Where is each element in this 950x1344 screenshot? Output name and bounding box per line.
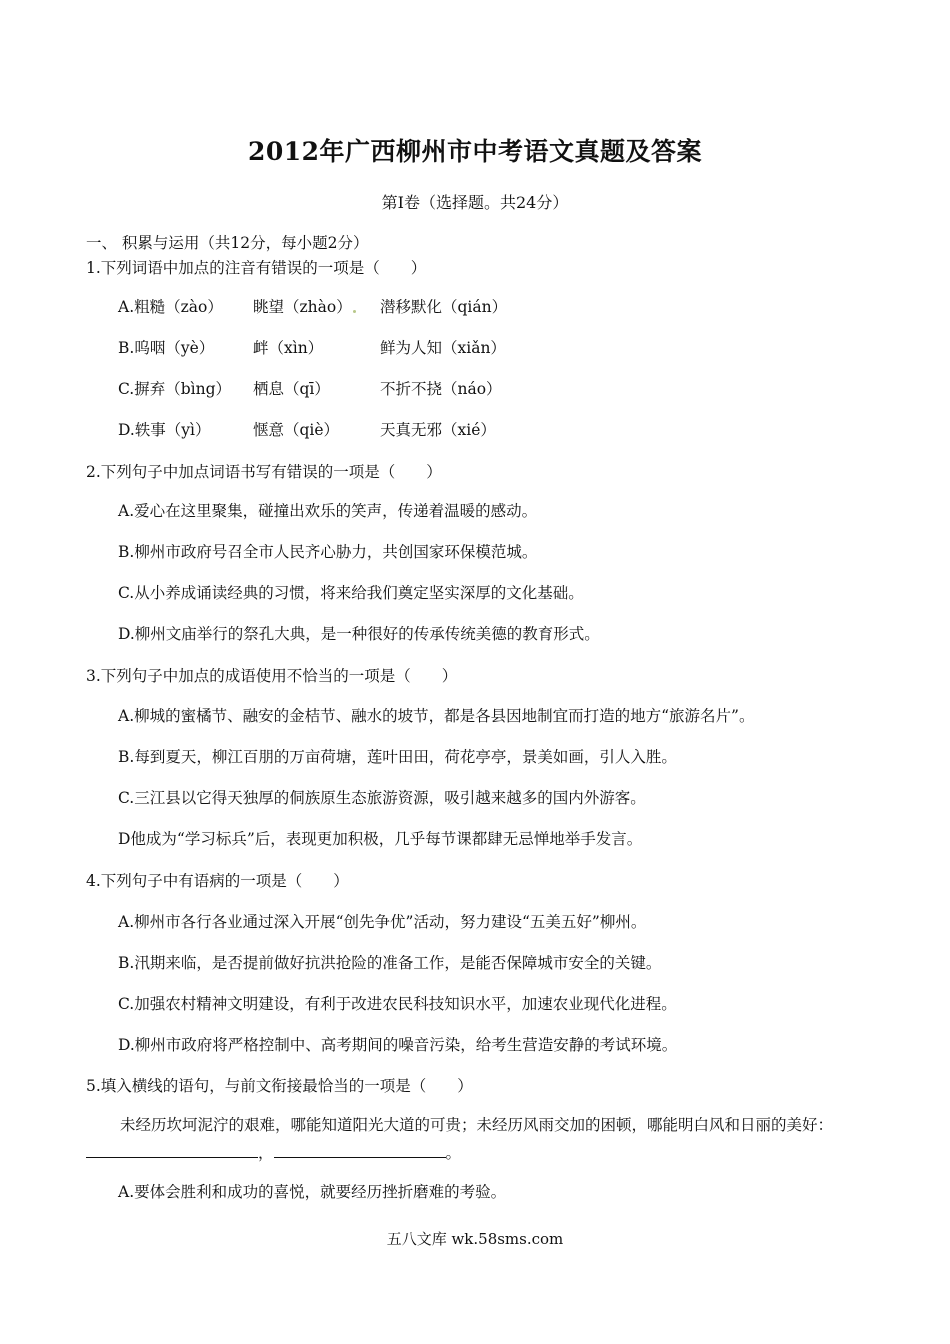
q1-option-b-word1: B.呜咽（yè） xyxy=(118,339,215,357)
q1-option-c-word1: C.摒弃（bìng） xyxy=(118,380,232,398)
question-1-stem: 1.下列词语中加点的注音有错误的一项是（ ） xyxy=(86,259,427,277)
q4-option-d: D.柳州市政府将严格控制中、高考期间的噪音污染，给考生营造安静的考试环境。 xyxy=(118,1036,678,1054)
page-footer: 五八文库 wk.58sms.com xyxy=(386,1230,564,1248)
q4-option-b: B.汛期来临，是否提前做好抗洪抢险的准备工作，是能否保障城市安全的关键。 xyxy=(118,954,662,972)
q2-option-a: A.爱心在这里聚集，碰撞出欢乐的笑声，传递着温暖的感动。 xyxy=(118,502,538,520)
q1-option-b-word2: 衅（xìn） xyxy=(253,339,324,357)
q1-option-c-word3: 不折不挠（náo） xyxy=(380,380,502,398)
q1-option-a-word3: 潜移默化（qián） xyxy=(380,298,508,316)
document-title: 2012年广西柳州市中考语文真题及答案 xyxy=(247,137,703,166)
q3-option-d: D他成为“学习标兵”后，表现更加积极，几乎每节课都肆无忌惮地举手发言。 xyxy=(118,830,643,848)
fill-blank-1 xyxy=(86,1141,258,1158)
q4-option-c: C.加强农村精神文明建设，有利于改进农民科技知识水平，加速农业现代化进程。 xyxy=(118,995,677,1013)
q2-option-c: C.从小养成诵读经典的习惯，将来给我们奠定坚实深厚的文化基础。 xyxy=(118,584,584,602)
volume-subtitle: 第Ⅰ卷（选择题。共24分） xyxy=(381,193,569,212)
q2-option-d: D.柳州文庙举行的祭孔大典，是一种很好的传承传统美德的教育形式。 xyxy=(118,625,600,643)
scan-speck xyxy=(353,310,356,313)
question-4-stem: 4.下列句子中有语病的一项是（ ） xyxy=(86,872,349,890)
q1-option-b-word3: 鲜为人知（xiǎn） xyxy=(380,339,506,357)
q5-passage xyxy=(86,1111,866,1167)
q5-option-a: A.要体会胜利和成功的喜悦，就要经历挫折磨难的考验。 xyxy=(118,1183,507,1201)
q1-option-a-word2: 眺望（zhào） xyxy=(253,298,352,316)
q5-comma: ， xyxy=(258,1144,274,1162)
q3-option-a: A.柳城的蜜橘节、融安的金桔节、融水的坡节，都是各县因地制宜而打造的地方“旅游名片”。 xyxy=(118,707,755,725)
q1-option-d-word3: 天真无邪（xié） xyxy=(380,421,496,439)
fill-blank-2 xyxy=(274,1141,446,1158)
q3-option-c: C.三江县以它得天独厚的侗族原生态旅游资源，吸引越来越多的国内外游客。 xyxy=(118,789,646,807)
question-2-stem: 2.下列句子中加点词语书写有错误的一项是（ ） xyxy=(86,463,442,481)
q5-passage-text: 未经历坎坷泥泞的艰难，哪能知道阳光大道的可贵；未经历风雨交加的困顿，哪能明白风和日丽的美好： xyxy=(120,1116,834,1134)
q3-option-b: B.每到夏天，柳江百朋的万亩荷塘，莲叶田田，荷花亭亭，景美如画，引人入胜。 xyxy=(118,748,677,766)
question-3-stem: 3.下列句子中加点的成语使用不恰当的一项是（ ） xyxy=(86,667,458,685)
question-5-stem: 5.填入横线的语句，与前文衔接最恰当的一项是（ ） xyxy=(86,1077,473,1095)
q5-period: 。 xyxy=(445,1144,462,1162)
q1-option-d-word1: D.轶事（yì） xyxy=(118,421,211,439)
q1-option-a-word1: A.粗糙（zào） xyxy=(118,298,223,316)
q1-option-c-word2: 栖息（qī） xyxy=(253,380,330,398)
section-heading: 一、 积累与运用（共12分，每小题2分） xyxy=(86,234,369,252)
q2-option-b: B.柳州市政府号召全市人民齐心胁力，共创国家环保模范城。 xyxy=(118,543,538,561)
q1-option-d-word2: 惬意（qiè） xyxy=(253,421,340,439)
q4-option-a: A.柳州市各行各业通过深入开展“创先争优”活动，努力建设“五美五好”柳州。 xyxy=(118,913,647,931)
